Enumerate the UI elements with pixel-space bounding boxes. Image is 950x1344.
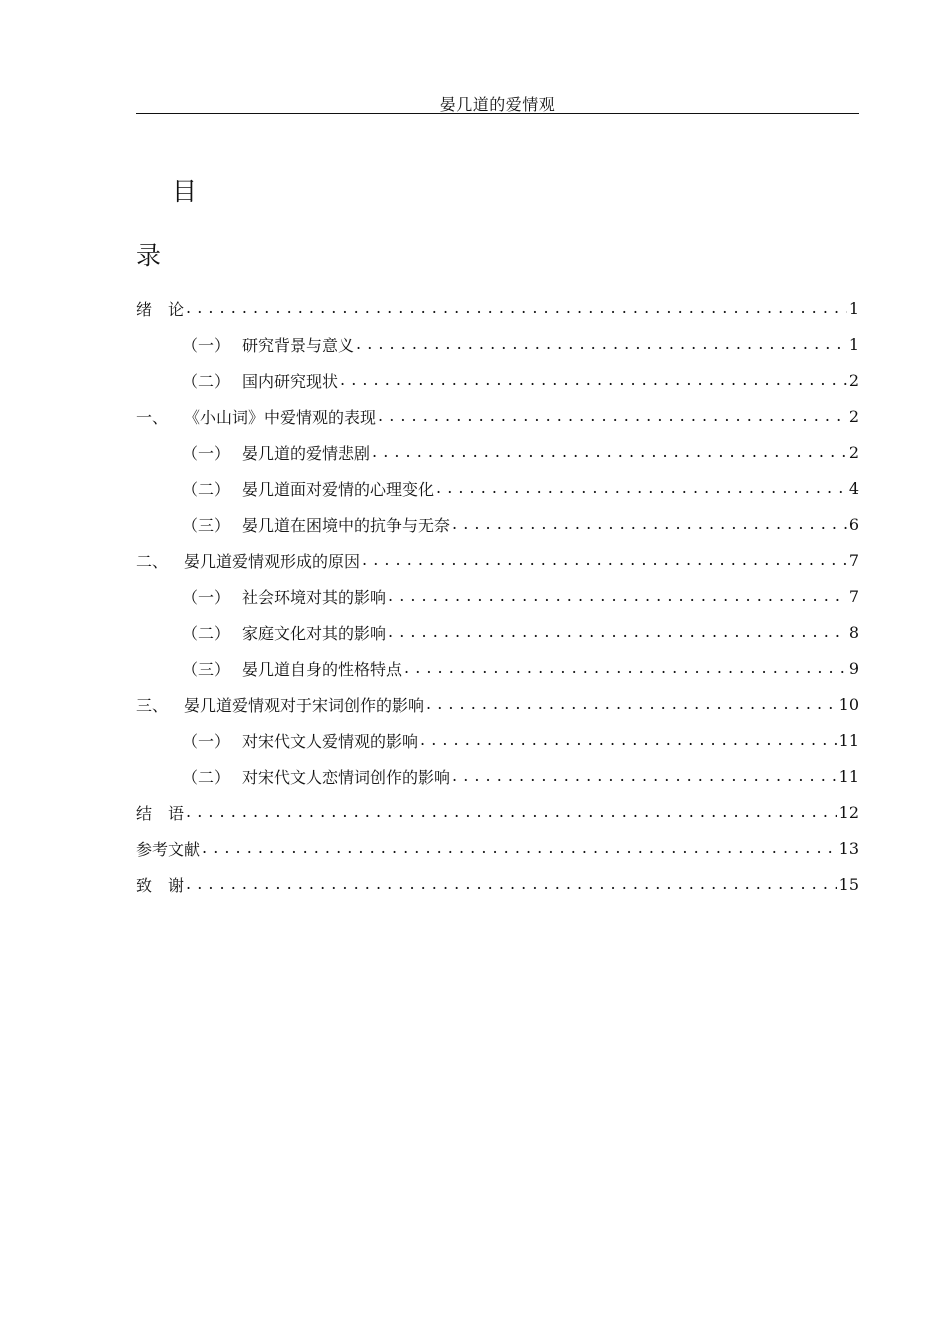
toc-entry[interactable] [136, 866, 859, 902]
toc-entry[interactable] [136, 650, 859, 686]
running-header-title: 晏几道的爱情观 [439, 95, 556, 114]
toc-entry-label: 晏几道自身的性格特点 [242, 659, 403, 679]
toc-entry-page: 11 [838, 730, 859, 750]
toc-entry-label: 晏几道爱情观对于宋词创作的影响 [184, 695, 425, 715]
toc-entry[interactable] [136, 362, 859, 398]
toc-entry-number: 三、 [136, 695, 169, 715]
toc-entry-label: 研究背景与意义 [242, 335, 355, 355]
toc-entry-page: 1 [848, 334, 859, 354]
toc-leader-dots [186, 802, 837, 821]
toc-entry-page: 8 [848, 622, 859, 642]
toc-leader-dots [202, 838, 837, 857]
toc-entry-page: 7 [848, 586, 859, 606]
toc-leader-dots [452, 514, 847, 533]
toc-entry-page: 12 [838, 802, 859, 822]
toc-entry-page: 13 [838, 838, 859, 858]
toc-entry[interactable] [136, 434, 859, 470]
toc-leader-dots [186, 874, 837, 893]
toc-entry-number: （二） [182, 479, 231, 499]
toc-entry-number: （一） [182, 335, 231, 355]
toc-leader-dots [388, 586, 847, 605]
toc-entry-label: 结 语 [136, 803, 185, 823]
toc-leader-dots [426, 694, 837, 713]
toc-heading-line-2: 录 [136, 241, 162, 270]
toc-entry-label: 对宋代文人爱情观的影响 [242, 731, 419, 751]
toc-entry-number: （二） [182, 623, 231, 643]
toc-entry-number: 二、 [136, 551, 169, 571]
toc-entry-page: 2 [848, 370, 859, 390]
toc-entry[interactable] [136, 506, 859, 542]
toc-leader-dots [378, 406, 847, 425]
toc-entry-page: 1 [848, 298, 859, 318]
toc-entry-page: 9 [848, 658, 859, 678]
toc-entry[interactable] [136, 542, 859, 578]
toc-entry[interactable] [136, 758, 859, 794]
toc-entry-page: 7 [848, 550, 859, 570]
toc-leader-dots [404, 658, 847, 677]
toc-leader-dots [372, 442, 847, 461]
toc-entry-page: 2 [848, 442, 859, 462]
table-of-contents [136, 290, 859, 902]
toc-entry[interactable] [136, 290, 859, 326]
toc-entry-number: （三） [182, 515, 231, 535]
toc-entry-number: （一） [182, 731, 231, 751]
toc-entry-page: 10 [838, 694, 859, 714]
toc-leader-dots [420, 730, 837, 749]
toc-entry-label: 社会环境对其的影响 [242, 587, 387, 607]
toc-entry[interactable] [136, 794, 859, 830]
toc-entry-label: 对宋代文人恋情词创作的影响 [242, 767, 451, 787]
toc-entry[interactable] [136, 326, 859, 362]
toc-entry-number: 一、 [136, 407, 169, 427]
toc-leader-dots [186, 298, 847, 317]
toc-entry-page: 2 [848, 406, 859, 426]
toc-entry-page: 4 [848, 478, 859, 498]
toc-entry[interactable] [136, 578, 859, 614]
toc-entry-page: 15 [838, 874, 859, 894]
toc-heading-line-1: 目 [172, 177, 198, 206]
toc-entry-number: （二） [182, 767, 231, 787]
toc-entry-label: 家庭文化对其的影响 [242, 623, 387, 643]
toc-entry-number: （三） [182, 659, 231, 679]
toc-leader-dots [388, 622, 847, 641]
toc-entry[interactable] [136, 686, 859, 722]
toc-entry-page: 11 [838, 766, 859, 786]
toc-entry-label: 晏几道在困境中的抗争与无奈 [242, 515, 451, 535]
toc-entry-label: 国内研究现状 [242, 371, 339, 391]
toc-entry-label: 晏几道爱情观形成的原因 [184, 551, 361, 571]
toc-entry-number: （一） [182, 587, 231, 607]
toc-entry-number: （二） [182, 371, 231, 391]
toc-entry-label: 参考文献 [136, 839, 201, 859]
toc-leader-dots [362, 550, 847, 569]
toc-entry[interactable] [136, 722, 859, 758]
toc-entry[interactable] [136, 830, 859, 866]
toc-leader-dots [340, 370, 847, 389]
toc-entry-label: 绪 论 [136, 299, 185, 319]
toc-leader-dots [452, 766, 837, 785]
toc-entry-label: 晏几道面对爱情的心理变化 [242, 479, 435, 499]
toc-entry-number: （一） [182, 443, 231, 463]
toc-entry-page: 6 [848, 514, 859, 534]
toc-entry[interactable] [136, 614, 859, 650]
toc-entry-label: 致 谢 [136, 875, 185, 895]
toc-entry-label: 晏几道的爱情悲剧 [242, 443, 371, 463]
toc-leader-dots [436, 478, 847, 497]
toc-leader-dots [356, 334, 847, 353]
toc-entry[interactable] [136, 470, 859, 506]
toc-entry-label: 《小山词》中爱情观的表现 [184, 407, 377, 427]
toc-entry[interactable] [136, 398, 859, 434]
header-rule [136, 113, 859, 114]
